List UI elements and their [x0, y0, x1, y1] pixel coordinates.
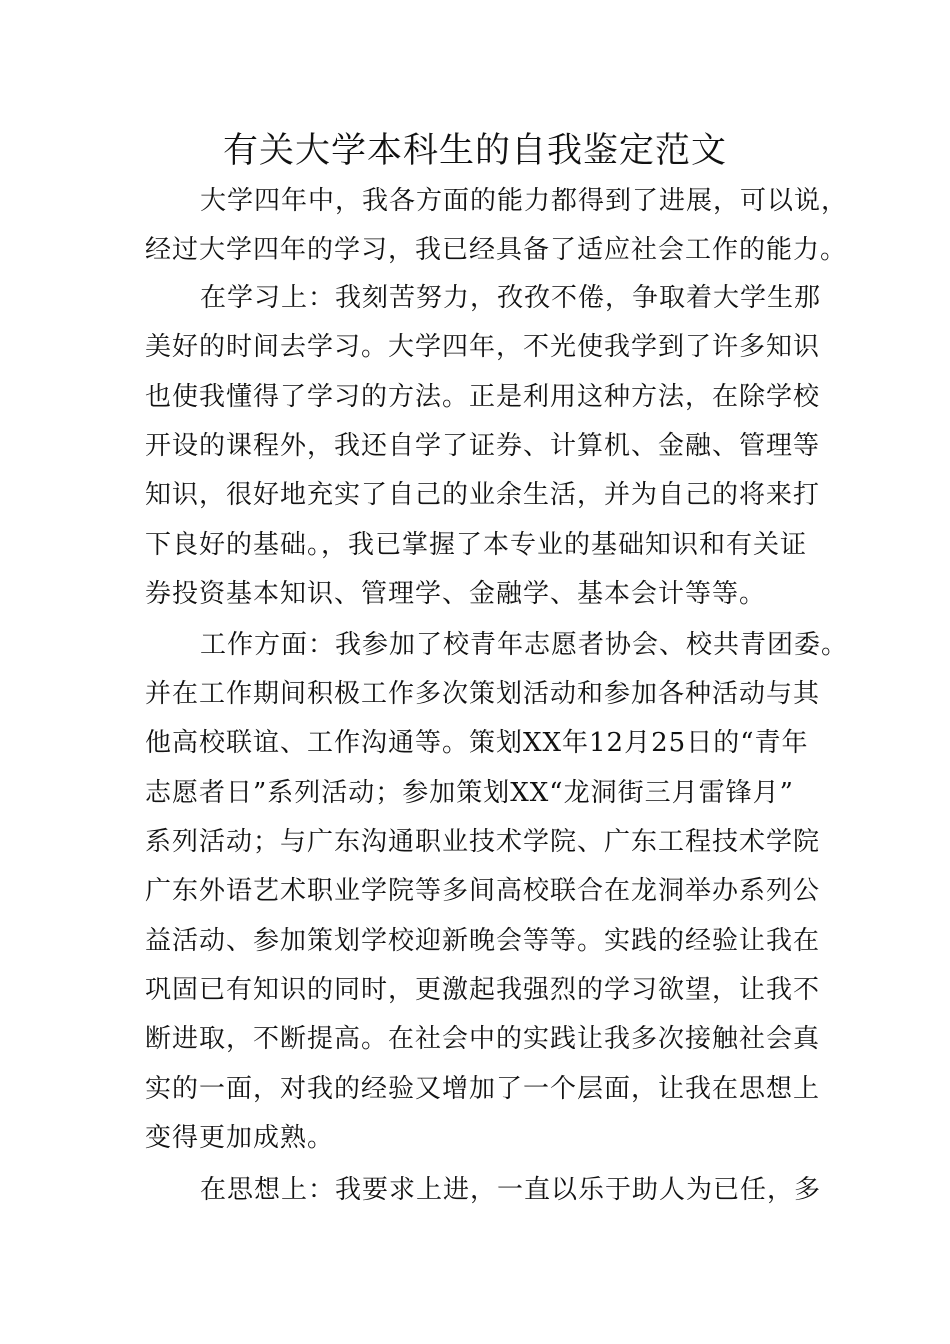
- text-line: 美好的时间去学习。大学四年，不光使我学到了许多知识: [145, 332, 821, 362]
- text-line: 在思想上：我要求上进，一直以乐于助人为已任，多: [200, 1175, 822, 1205]
- text-line: 知识，很好地充实了自己的业余生活，并为自己的将来打: [145, 480, 821, 510]
- text-line: 他高校联谊、工作沟通等。策划XX年12月25日的“青年: [145, 728, 809, 758]
- text-line: 系列活动；与广东沟通职业技术学院、广东工程技术学院: [145, 827, 821, 857]
- text-line: 变得更加成熟。: [145, 1123, 335, 1153]
- text-line: 开设的课程外，我还自学了证券、计算机、金融、管理等: [145, 431, 821, 461]
- text-line: 在学习上：我刻苦努力，孜孜不倦，争取着大学生那: [200, 283, 822, 313]
- text-line: 也使我懂得了学习的方法。正是利用这种方法，在除学校: [145, 382, 821, 412]
- text-line: 经过大学四年的学习，我已经具备了适应社会工作的能力。: [145, 235, 848, 265]
- text-line: 志愿者日”系列活动；参加策划XX“龙洞街三月雷锋月”: [145, 778, 794, 808]
- text-line: 大学四年中，我各方面的能力都得到了进展，可以说，: [200, 186, 849, 216]
- text-line: 广东外语艺术职业学院等多间高校联合在龙洞举办系列公: [145, 876, 821, 906]
- document-title: 有关大学本科生的自我鉴定范文: [222, 131, 727, 171]
- text-line: 益活动、参加策划学校迎新晚会等等。实践的经验让我在: [145, 926, 821, 956]
- text-line: 下良好的基础。，我已掌握了本专业的基础知识和有关证: [145, 530, 808, 560]
- text-line: 工作方面：我参加了校青年志愿者协会、校共青团委。: [200, 630, 849, 660]
- text-line: 实的一面，对我的经验又增加了一个层面，让我在思想上: [145, 1074, 821, 1104]
- text-line: 巩固已有知识的同时，更激起我强烈的学习欲望，让我不: [145, 975, 821, 1005]
- text-line: 断进取，不断提高。在社会中的实践让我多次接触社会真: [145, 1024, 821, 1054]
- text-line: 券投资基本知识、管理学、金融学、基本会计等等。: [145, 579, 767, 609]
- text-line: 并在工作期间积极工作多次策划活动和参加各种活动与其: [145, 679, 821, 709]
